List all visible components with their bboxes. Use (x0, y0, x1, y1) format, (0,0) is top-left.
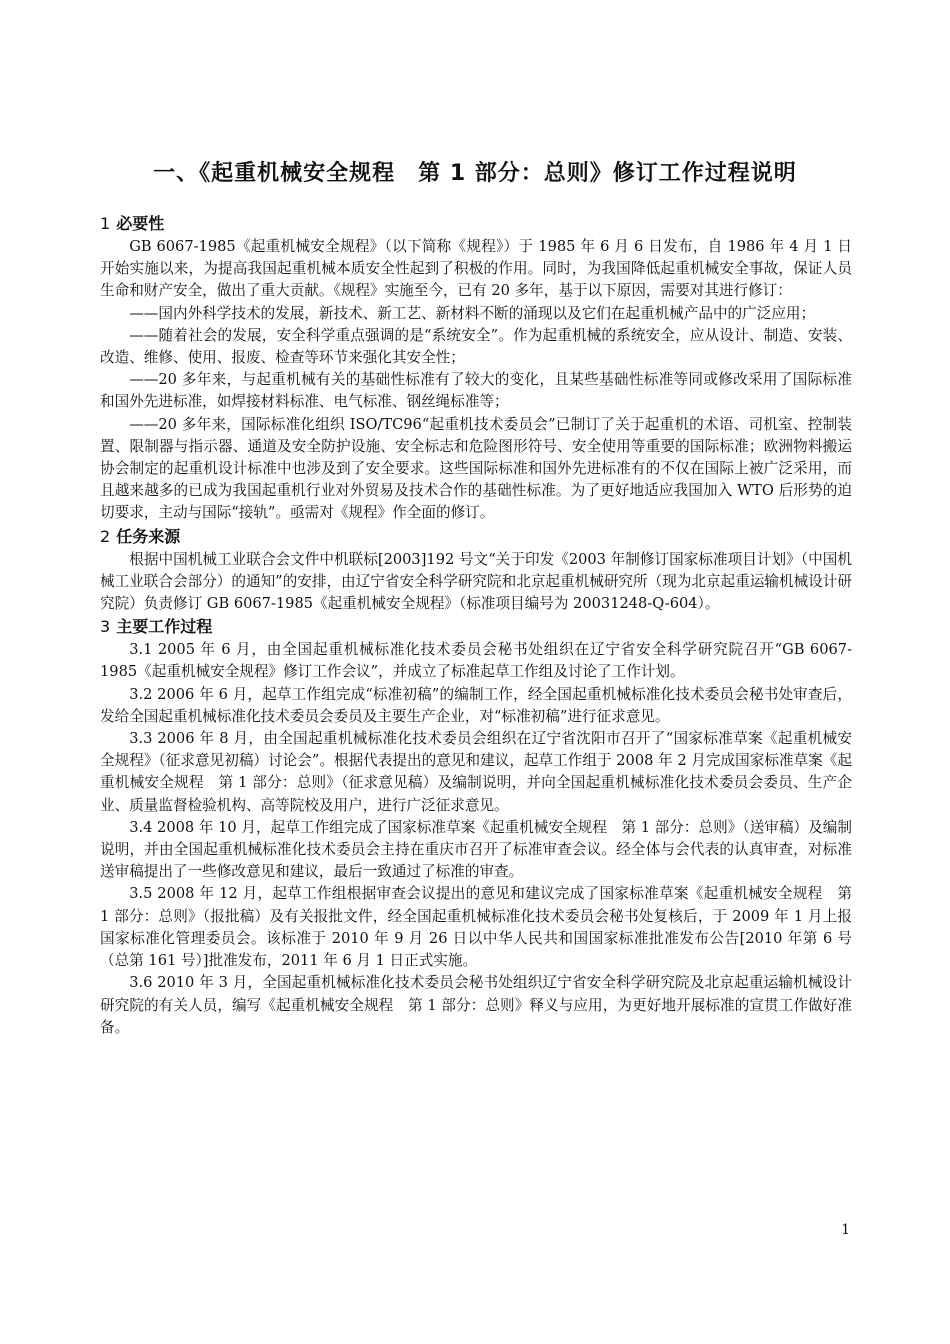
paragraph: ——国内外科学技术的发展，新技术、新工艺、新材料不断的涌现以及它们在起重机械产品中的广泛应用； (129, 304, 816, 322)
section-heading (100, 525, 852, 549)
document-body (100, 212, 852, 1039)
paragraph: 根据中国机械工业联合会文件中机联标[2003]192 号文“关于印发《2003 年制修订国家标准项目计划》（中国机械工业联合会部分）的通知”的安排，由辽宁省安全科学研究院和北京起重机械研究所（现为北京起重运输机械设计研究院）负责修订 GB 6067-1985《起重机械安全规程》（标准项目编号为 20031248-Q-604）。 (100, 550, 852, 613)
paragraph: ——20 多年来，国际标准化组织 ISO/TC96“起重机技术委员会”已制订了关于起重机的术语、司机室、控制装置、限制器与指示器、通道及安全防护设施、安全标志和危险图形符号、安全使用等重要的国际标准；欧洲物料搬运协会制定的起重机设计标准中也涉及到了安全要求。这些国际标准和国外先进标准有的不仅在国际上被广泛采用，而且越来越多的已成为我国起重机行业对外贸易及技术合作的基础性标准。为了更好地适应我国加入 WTO 后形势的迫切要求，主动与国际“接轨”。亟需对《规程》作全面的修订。 (100, 415, 852, 522)
section-title: 必要性 (116, 214, 165, 233)
section-title: 任务来源 (116, 526, 181, 546)
section-heading (100, 615, 852, 639)
section-number: 2 (100, 526, 111, 546)
paragraph: 3.6 2010 年 3 月，全国起重机械标准化技术委员会秘书处组织辽宁省安全科学研究院及北京起重运输机械设计研究院的有关人员，编写《起重机械安全规程 第 1 部分：总则》释义与应用，为更好地开展标准的宣贯工作做好准备。 (100, 974, 852, 1036)
paragraph: 3.1 2005 年 6 月，由全国起重机械标准化技术委员会秘书处组织在辽宁省安全科学研究院召开“GB 6067-1985《起重机械安全规程》修订工作会议”，并成立了标准起草工作组及讨论了工作计划。 (100, 641, 852, 681)
document-title: 一、《起重机械安全规程 第 1 部分：总则》修订工作过程说明 (153, 161, 797, 186)
section-necessity (100, 212, 852, 525)
section-task-source (100, 525, 852, 616)
paragraph: 3.4 2008 年 10 月，起草工作组完成了国家标准草案《起重机械安全规程 第 1 部分：总则》（送审稿）及编制说明，并由全国起重机械标准化技术委员会主持在重庆市召开了标准审查会议。经全体与会代表的认真审查，对标准送审稿提出了一些修改意见和建议，最后一致通过了标准的审查。 (100, 818, 852, 881)
paragraph: ——随着社会的发展，安全科学重点强调的是“系统安全”。作为起重机械的系统安全，应从设计、制造、安装、改造、维修、使用、报废、检查等环节来强化其安全性； (100, 326, 852, 367)
section-heading (100, 212, 852, 236)
section-number: 1 (100, 214, 111, 233)
page-number: 1 (841, 1222, 850, 1238)
section-work-process (100, 615, 852, 1039)
paragraph: 3.3 2006 年 8 月，由全国起重机械标准化技术委员会组织在辽宁省沈阳市召开了“国家标准草案《起重机械安全规程》（征求意见初稿）讨论会”。根据代表提出的意见和建议，起草工作组于 2008 年 2 月完成国家标准草案《起重机械安全规程 第 1 部分：总则》（征求意见稿）及编制说明，并向全国起重机械标准化技术委员会委员、生产企业、质量监督检验机构、高等院校及用户，进行广泛征求意见。 (100, 730, 852, 814)
paragraph: 3.2 2006 年 6 月，起草工作组完成“标准初稿”的编制工作，经全国起重机械标准化技术委员会秘书处审查后，发给全国起重机械标准化技术委员会委员及主要生产企业，对“标准初稿”进行征求意见。 (100, 685, 852, 725)
paragraph: ——20 多年来，与起重机械有关的基础性标准有了较大的变化，且某些基础性标准等同或修改采用了国际标准和国外先进标准，如焊接材料标准、电气标准、钢丝绳标准等； (100, 371, 852, 411)
section-number: 3 (100, 617, 111, 637)
paragraph: GB 6067-1985《起重机械安全规程》（以下简称《规程》）于 1985 年 6 月 6 日发布，自 1986 年 4 月 1 日开始实施以来，为提高我国起重机械本质安全性起到了积极的作用。同时，为我国降低起重机械安全事故，保证人员生命和财产安全，做出了重大贡献。《规程》实施至今，已有 20 多年，基于以下原因，需要对其进行修订： (100, 238, 852, 300)
paragraph: 3.5 2008 年 12 月，起草工作组根据审查会议提出的意见和建议完成了国家标准草案《起重机械安全规程 第 1 部分：总则》（报批稿）及有关报批文件，经全国起重机械标准化技术委员会秘书处复核后，于 2009 年 1 月上报国家标准化管理委员会。该标准于 2010 年 9 月 26 日以中华人民共和国国家标准批准发布公告[2010 年第 6 号（总第 161 号）]批准发布，2011 年 6 月 1 日正式实施。 (100, 885, 852, 970)
section-title: 主要工作过程 (116, 617, 213, 637)
